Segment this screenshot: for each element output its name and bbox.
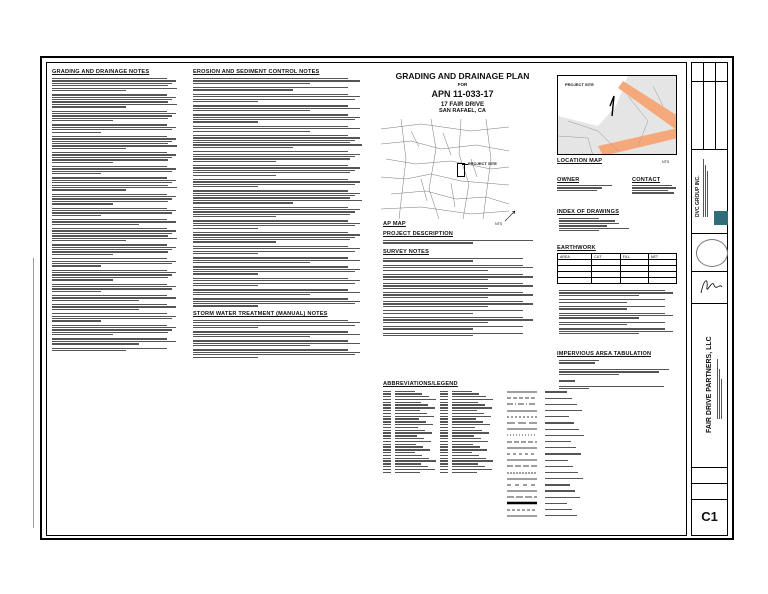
note-paragraph	[383, 265, 543, 271]
list-item	[383, 413, 438, 414]
note-paragraph	[559, 299, 681, 303]
contact-heading: CONTACT	[632, 177, 661, 183]
note-paragraph	[193, 246, 371, 254]
impervious-heading: IMPERVIOUS AREA TABULATION	[557, 351, 652, 357]
list-item	[383, 452, 438, 453]
note-paragraph	[52, 258, 185, 266]
note-paragraph	[52, 219, 185, 225]
note-paragraph	[52, 313, 185, 321]
legend-item	[507, 513, 597, 519]
legend-list	[507, 389, 597, 519]
note-paragraph	[52, 338, 185, 344]
note-paragraph	[193, 105, 371, 111]
north-arrow-icon	[503, 209, 517, 223]
plan-for-label: FOR	[457, 82, 468, 87]
note-paragraph	[193, 179, 371, 187]
note-paragraph	[559, 306, 681, 310]
location-map	[557, 75, 677, 155]
plan-address: 17 FAIR DRIVE	[440, 101, 485, 108]
list-item	[440, 399, 495, 400]
list-item	[440, 466, 495, 467]
note-paragraph	[52, 94, 185, 107]
note-paragraph	[193, 266, 371, 274]
list-item	[383, 402, 438, 403]
note-paragraph	[193, 151, 371, 162]
list-item	[440, 444, 495, 445]
note-paragraph	[193, 78, 371, 84]
note-paragraph	[52, 111, 185, 122]
erosion-notes-heading: EROSION AND SEDIMENT CONTROL NOTES	[193, 69, 320, 75]
note-paragraph	[52, 152, 185, 163]
list-item	[440, 430, 495, 431]
list-item	[383, 441, 438, 442]
note-paragraph	[383, 258, 543, 262]
abbreviations-heading: ABBREVIATIONS/LEGEND	[383, 381, 458, 387]
note-paragraph	[52, 166, 185, 174]
company-logo-icon	[714, 211, 728, 225]
sheet-subtitle	[716, 359, 723, 419]
list-item	[440, 424, 495, 425]
ap-map-scale: NTS	[495, 222, 503, 226]
revision-block	[692, 63, 727, 150]
ap-map-site-label: PROJECT SITE	[468, 161, 497, 166]
project-description-body	[383, 239, 543, 245]
note-paragraph	[52, 325, 185, 336]
ap-map-drawing	[381, 119, 509, 219]
plan-apn: APN 11-033-17	[431, 89, 494, 99]
engineer-stamp-icon	[696, 239, 728, 267]
grading-notes-body	[52, 78, 185, 351]
earthwork-table	[557, 253, 677, 284]
note-paragraph	[193, 278, 371, 286]
note-paragraph	[383, 283, 543, 289]
note-paragraph	[193, 114, 371, 122]
list-item	[440, 391, 495, 392]
drawing-area	[46, 62, 687, 536]
note-paragraph	[383, 292, 543, 298]
note-paragraph	[383, 274, 543, 280]
list-item	[440, 432, 495, 433]
list-item	[383, 458, 438, 459]
note-paragraph	[193, 331, 371, 337]
survey-notes-body	[383, 257, 543, 339]
list-item	[383, 435, 438, 436]
note-paragraph	[52, 348, 185, 352]
list-item	[440, 438, 495, 439]
list-item	[383, 427, 438, 428]
erosion-notes-column	[193, 69, 371, 361]
list-item	[440, 449, 495, 450]
list-item	[440, 455, 495, 456]
list-item	[383, 424, 438, 425]
table-row	[558, 278, 677, 284]
earthwork-heading: EARTHWORK	[557, 245, 596, 251]
list-item	[440, 469, 495, 470]
impervious-body	[559, 359, 679, 391]
note-paragraph	[52, 228, 185, 241]
file-path-margin	[33, 258, 34, 528]
earthwork-col-fill: FILL	[620, 254, 648, 260]
list-item	[440, 413, 495, 414]
list-item	[440, 452, 495, 453]
note-paragraph	[52, 136, 185, 149]
ap-map	[381, 119, 509, 219]
earthwork-col-net: NET	[648, 254, 676, 260]
list-item	[440, 418, 495, 419]
stormwater-notes-body	[193, 320, 371, 358]
abbreviations-list-2	[440, 389, 495, 474]
note-paragraph	[52, 244, 185, 255]
list-item	[440, 446, 495, 447]
location-map-site-label: PROJECT SITE	[565, 82, 594, 87]
note-paragraph	[383, 317, 543, 323]
ap-map-heading: AP MAP	[383, 221, 406, 227]
note-paragraph	[52, 270, 185, 281]
signature-icon	[698, 275, 724, 297]
note-paragraph	[52, 124, 185, 132]
list-item	[383, 472, 438, 473]
note-paragraph	[193, 257, 371, 263]
note-paragraph	[193, 349, 371, 357]
list-item	[383, 396, 438, 397]
list-item	[440, 460, 495, 461]
drawing-sheet	[40, 56, 734, 540]
note-paragraph	[193, 220, 371, 228]
list-item	[383, 432, 438, 433]
note-paragraph	[52, 304, 185, 310]
list-item	[383, 444, 438, 445]
company-name: DVC GROUP INC.	[695, 175, 701, 217]
list-item	[383, 416, 438, 417]
company-address	[702, 159, 709, 217]
list-item	[383, 449, 438, 450]
note-paragraph	[52, 78, 185, 91]
list-item	[383, 404, 438, 405]
list-item	[440, 435, 495, 436]
earthwork-col-cut: CUT	[592, 254, 621, 260]
index-heading: INDEX OF DRAWINGS	[557, 209, 620, 215]
note-paragraph	[383, 301, 543, 307]
list-item	[383, 430, 438, 431]
list-item	[383, 410, 438, 411]
contact-body	[632, 184, 682, 195]
company-logo-block	[694, 153, 726, 223]
location-map-heading: LOCATION MAP	[557, 158, 603, 164]
note-paragraph	[193, 135, 371, 148]
list-item	[383, 469, 438, 470]
note-paragraph	[193, 126, 371, 132]
list-item	[440, 416, 495, 417]
note-paragraph	[193, 289, 371, 295]
list-item	[383, 418, 438, 419]
note-paragraph	[52, 295, 185, 301]
note-paragraph	[52, 208, 185, 216]
list-item	[440, 421, 495, 422]
note-paragraph	[193, 207, 371, 218]
abbreviations-list-1	[383, 389, 438, 474]
earthwork-col-area: AREA	[558, 254, 592, 260]
list-item	[383, 391, 438, 392]
grading-notes-heading: GRADING AND DRAINAGE NOTES	[52, 69, 150, 75]
note-paragraph	[193, 232, 371, 243]
list-item	[383, 466, 438, 467]
grading-notes-column	[52, 69, 185, 354]
survey-notes-heading: SURVEY NOTES	[383, 249, 430, 255]
list-item	[440, 410, 495, 411]
list-item	[440, 463, 495, 464]
note-paragraph	[559, 313, 681, 319]
plan-title: GRADING AND DRAINAGE PLAN	[395, 71, 530, 81]
note-paragraph	[559, 290, 681, 296]
list-item	[383, 421, 438, 422]
note-paragraph	[193, 94, 371, 102]
erosion-notes-body	[193, 78, 371, 307]
note-paragraph	[193, 320, 371, 328]
title-block	[691, 62, 728, 536]
note-paragraph	[52, 284, 185, 292]
list-item	[383, 407, 438, 408]
project-description-heading: PROJECT DESCRIPTION	[383, 231, 454, 237]
note-paragraph	[193, 340, 371, 346]
location-map-drawing	[558, 76, 677, 155]
list-item	[383, 399, 438, 400]
list-item	[440, 407, 495, 408]
list-item	[383, 393, 438, 394]
note-paragraph	[193, 87, 371, 91]
list-item	[383, 446, 438, 447]
list-item	[440, 458, 495, 459]
note-paragraph	[52, 177, 185, 190]
owner-heading: OWNER	[557, 177, 580, 183]
sheet-number: C1	[701, 509, 718, 524]
earthwork-notes	[559, 289, 681, 337]
list-item	[383, 460, 438, 461]
list-item	[440, 441, 495, 442]
note-paragraph	[383, 326, 543, 330]
owner-body	[557, 184, 617, 192]
list-item	[440, 404, 495, 405]
list-item	[383, 438, 438, 439]
stormwater-notes-heading: STORM WATER TREATMENT (MANUAL) NOTES	[193, 310, 328, 317]
note-paragraph	[383, 333, 543, 337]
ap-map-site-outline	[457, 163, 465, 177]
note-paragraph	[559, 322, 681, 326]
list-item	[440, 427, 495, 428]
list-item	[440, 402, 495, 403]
plan-city: SAN RAFAEL, CA	[439, 108, 486, 114]
note-paragraph	[52, 194, 185, 205]
list-item	[440, 472, 495, 473]
index-body	[559, 217, 639, 232]
list-item	[383, 455, 438, 456]
client-name: FAIR DRIVE PARTNERS, LLC	[706, 336, 713, 433]
note-paragraph	[193, 165, 371, 176]
note-paragraph	[383, 310, 543, 314]
note-paragraph	[193, 190, 371, 203]
note-paragraph	[193, 298, 371, 306]
list-item	[440, 393, 495, 394]
location-map-scale: NTS	[662, 160, 670, 164]
note-paragraph	[559, 328, 681, 334]
list-item	[440, 396, 495, 397]
list-item	[383, 463, 438, 464]
